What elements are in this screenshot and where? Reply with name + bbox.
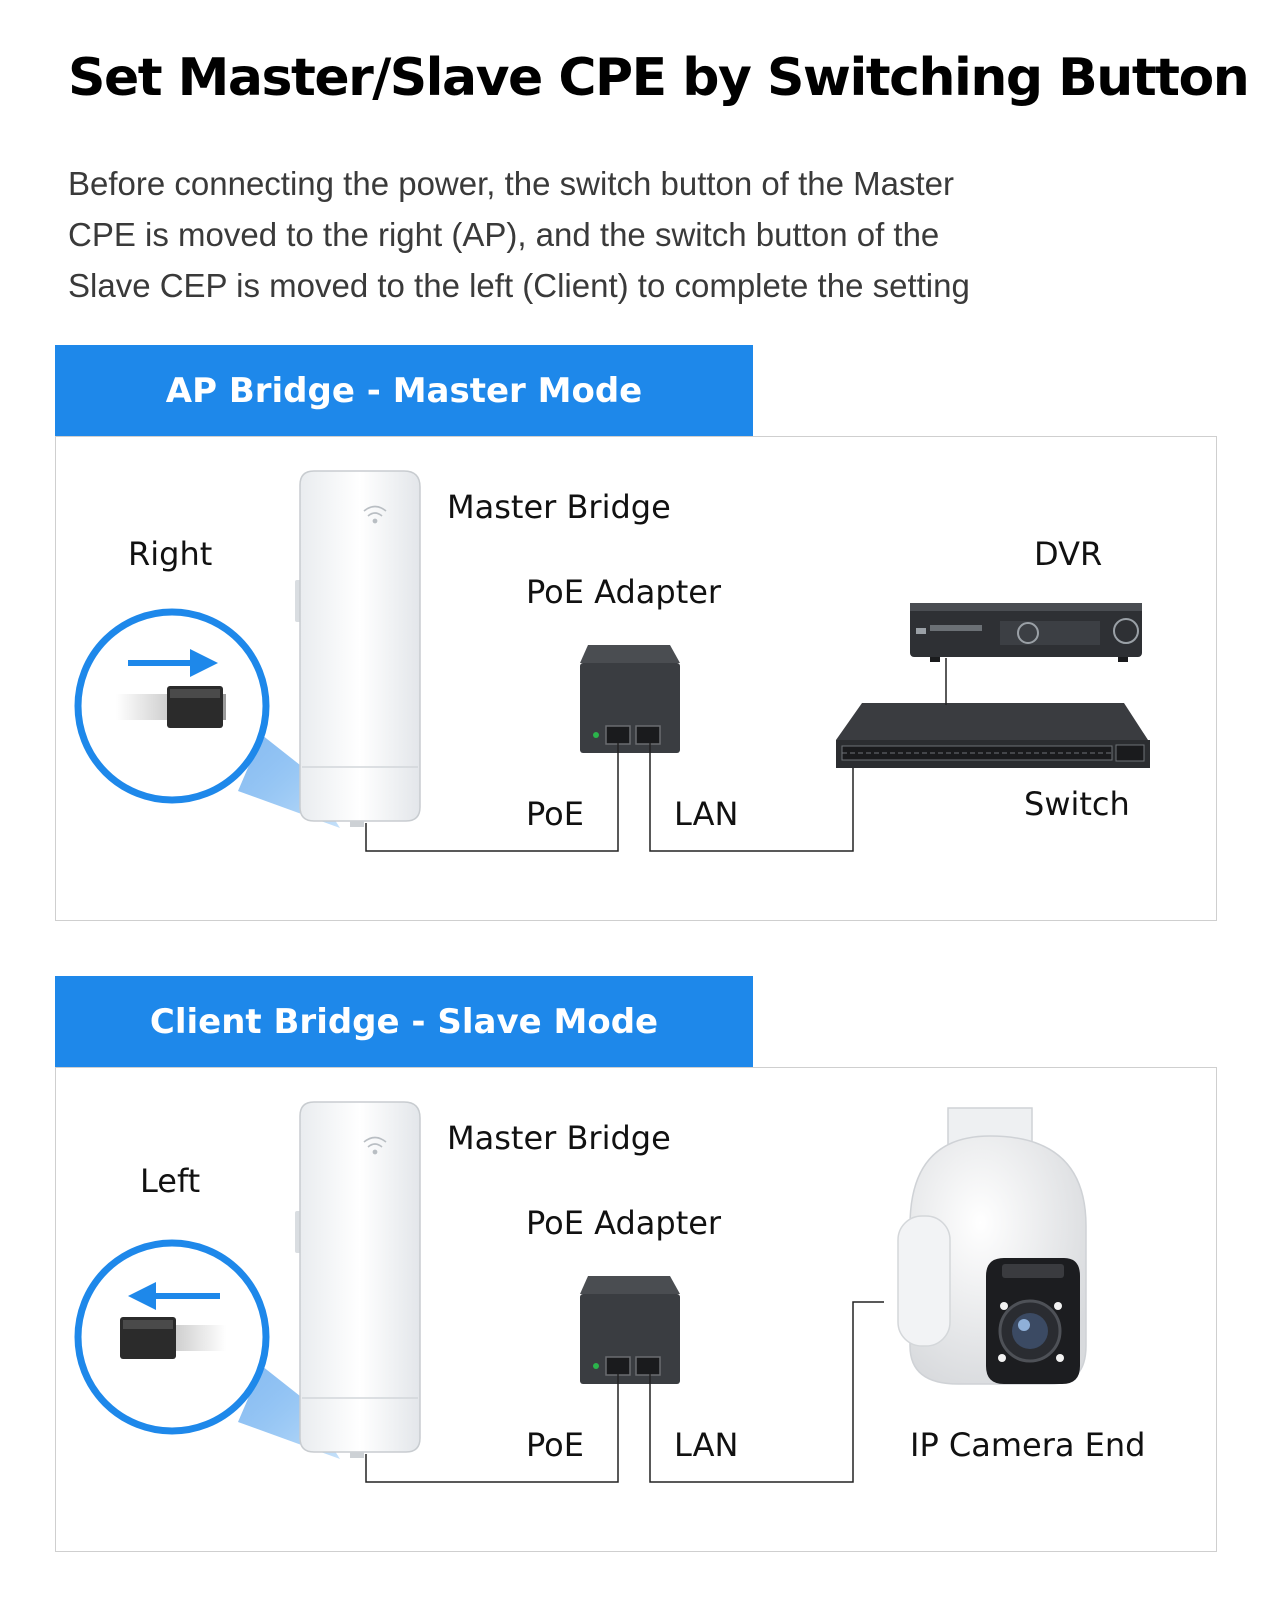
dvr-device — [910, 603, 1142, 662]
slave-diagram — [0, 976, 1280, 1556]
intro-line: Slave CEP is moved to the left (Client) to complete the setting — [68, 267, 970, 304]
device-label: Master Bridge — [447, 1119, 671, 1157]
master-diagram — [0, 345, 1280, 925]
poe-adapter — [580, 645, 680, 753]
switch-direction-label: Right — [128, 535, 213, 573]
page-title: Set Master/Slave CPE by Switching Button — [68, 48, 1249, 108]
poe-port-label: PoE — [526, 1426, 584, 1464]
poe-adapter — [580, 1276, 680, 1384]
switch-zoom-circle — [78, 612, 266, 800]
dvr-label: DVR — [1034, 535, 1103, 573]
cpe-device — [295, 1102, 420, 1458]
lan-port-label: LAN — [674, 795, 739, 833]
ip-camera-device — [898, 1108, 1086, 1384]
cpe-device — [295, 471, 420, 827]
section-master-mode — [0, 345, 1280, 925]
lan-port-label: LAN — [674, 1426, 739, 1464]
intro-paragraph — [68, 158, 1188, 311]
network-switch-device — [836, 703, 1150, 768]
switch-device-label: Switch — [1024, 785, 1130, 823]
switch-direction-label: Left — [140, 1162, 201, 1200]
intro-line: CPE is moved to the right (AP), and the switch button of the — [68, 216, 940, 253]
switch-toggle-knob — [167, 686, 223, 728]
section-header: AP Bridge - Master Mode — [55, 345, 753, 436]
device-label: Master Bridge — [447, 488, 671, 526]
intro-line: Before connecting the power, the switch button of the Master — [68, 165, 955, 202]
poe-adapter-label: PoE Adapter — [526, 573, 722, 611]
poe-adapter-label: PoE Adapter — [526, 1204, 722, 1242]
camera-label: IP Camera End — [910, 1426, 1146, 1464]
poe-port-label: PoE — [526, 795, 584, 833]
section-slave-mode — [0, 976, 1280, 1556]
switch-toggle-knob — [120, 1317, 176, 1359]
switch-zoom-circle — [78, 1243, 266, 1431]
section-header: Client Bridge - Slave Mode — [55, 976, 753, 1067]
